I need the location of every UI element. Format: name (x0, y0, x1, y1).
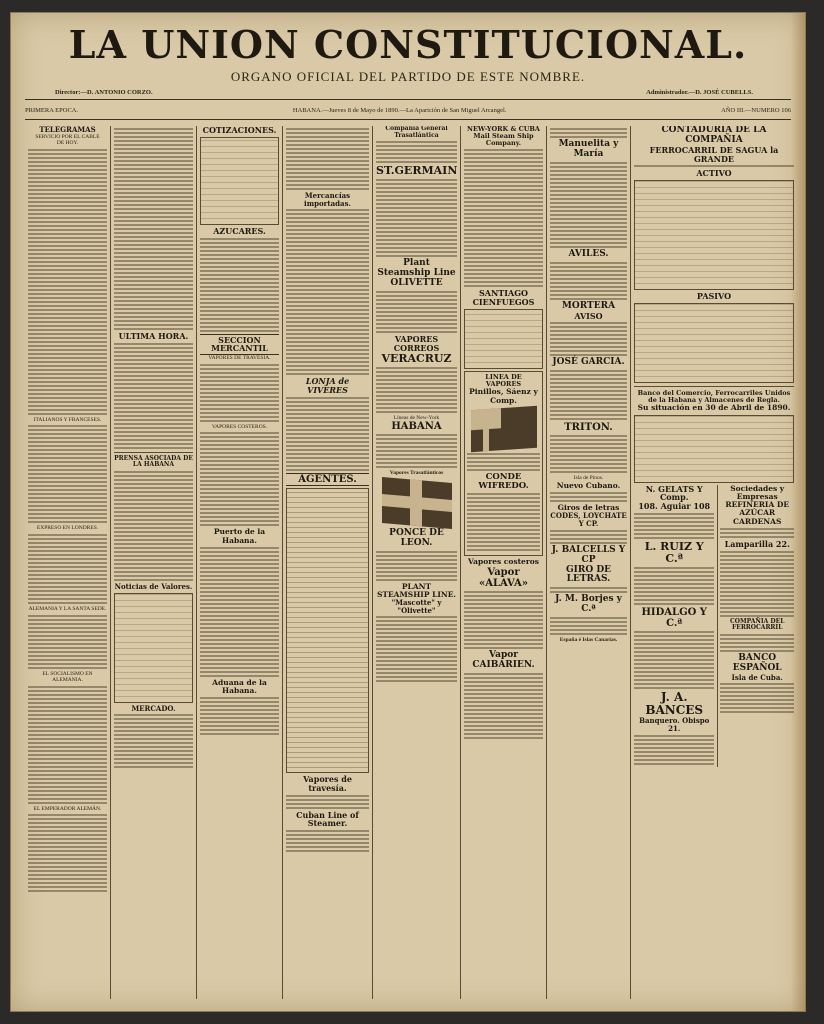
col5-text-block-3 (376, 291, 457, 333)
col8-text-block-8 (720, 634, 794, 652)
col8-text-block-3 (634, 567, 714, 605)
banco-espanol-heading: BANCO ESPAÑOL (732, 652, 782, 673)
lineas-newyork-subheading: Líneas de New-York (393, 414, 440, 421)
vapores-correos-heading: VAPORES CORREOS (393, 333, 440, 353)
newspaper-subtitle: ORGANO OFICIAL DEL PARTIDO DE ESTE NOMBRE. (230, 69, 586, 84)
col2-text-block (114, 128, 193, 330)
col2-text-block-4 (114, 714, 193, 768)
col1-text-block-3 (28, 534, 107, 604)
cuban-line-heading: Cuban Line of Steamer. (296, 809, 359, 829)
col5-text-block-4 (376, 367, 457, 413)
col3-text-block (200, 238, 279, 332)
col1-subheading-5: ALEMANIA Y LA SANTA SEDE. (28, 606, 107, 613)
compania-ferrocarril-heading: COMPAÑIA DEL FERROCARRIL (730, 617, 785, 632)
lonja-heading: LONJA de VIVERES (305, 376, 350, 396)
mortera-heading: MORTERA (561, 300, 616, 311)
linea-vapores-heading: LINEA DE VAPORES (485, 373, 522, 389)
col4-text-block-2 (286, 209, 369, 375)
col5-text-block-5 (376, 434, 457, 468)
ponce-de-leon-heading: PONCE DE LEON. (389, 527, 444, 548)
col4-text-block-4 (286, 795, 369, 809)
balcells-heading: J. BALCELLS Y CP (551, 544, 626, 565)
col8-text-block-6 (720, 528, 794, 538)
santiago-heading: SANTIAGO (479, 288, 528, 299)
col6-text-block-2 (467, 453, 540, 471)
col7-text-block-7 (550, 492, 627, 502)
valores-table (114, 593, 193, 703)
col2-separator (114, 452, 193, 453)
col8-separator (634, 386, 794, 387)
codes-heading: CODES, LOYCHATE Y CP. (550, 511, 627, 529)
issue-label: AÑO III.—NUMERO 106 (721, 107, 791, 114)
col1-text-block-5 (28, 686, 107, 804)
col7-text-block-4 (550, 322, 627, 356)
pinillos-heading: Pinillos, Sáenz y Comp. (469, 387, 538, 405)
giros-heading: Giros de letras (557, 503, 620, 513)
veracruz-heading: VERACRUZ (381, 351, 452, 365)
situacion-table (634, 415, 794, 483)
col5-text-block (376, 141, 457, 163)
espana-canarias-subheading: España é Islas Canarias. (559, 637, 618, 644)
col8-text-block (634, 165, 794, 167)
sociedades-heading: Sociedades y Empresas (730, 483, 785, 501)
col7-text-block-5 (550, 370, 627, 420)
trasatlantica-heading: Compañía General Trasatlántica (385, 126, 448, 139)
col8-text-block-4 (634, 631, 714, 689)
col1-text-block (28, 149, 107, 415)
cienfuegos-heading: CIENFUEGOS (472, 297, 535, 308)
olivette-heading: OLIVETTE (390, 278, 443, 289)
col6-text-block-5 (464, 673, 543, 739)
col1-subheading: SERVICIO POR EL CABLE (35, 133, 100, 140)
manuelita-heading: Manuelita y María (558, 139, 619, 159)
column-vapores-1 (373, 126, 461, 999)
azucares-heading: AZUCARES. (213, 225, 266, 236)
date-label: HABANA.—Jueves 8 de Mayo de 1890.—La Aparición de San Miguel Arcangel. (292, 107, 507, 114)
newspaper-title: LA UNION CONSTITUCIONAL. (68, 22, 748, 67)
activo-table (634, 180, 794, 290)
column-contaduria (631, 126, 797, 999)
puerto-habana-heading: Puerto de la Habana. (213, 527, 266, 545)
mascotte-olivette-heading: "Mascotte" y "Olivette" (391, 598, 442, 615)
jose-garcia-heading: JOSÉ GARCIA. (552, 357, 625, 368)
alava-heading: Vapor «ALAVA» (478, 566, 529, 589)
col1-heading: TELEGRAMAS (39, 126, 96, 134)
col8-right-ads (717, 485, 794, 767)
col7-text-block-8 (550, 530, 627, 544)
dateline-rule (25, 119, 791, 120)
newspaper-page (10, 12, 806, 1012)
nuevo-cubano-heading: Nuevo Cubano. (556, 480, 621, 490)
contaduria-heading: CONTADURIA DE LA COMPAÑIA (661, 126, 767, 145)
col8-text-block-5 (634, 735, 714, 765)
lamparilla-heading: Lamparilla 22. (724, 538, 790, 549)
situacion-heading: Su situación en 30 de Abril de 1890. (637, 403, 791, 413)
col1-text-block-4 (28, 615, 107, 669)
pinillos-ad (464, 371, 543, 556)
col1-subheading-3: ITALIANOS Y FRANCESES. (33, 416, 102, 423)
col5-text-block-7 (376, 616, 457, 682)
banco-comercio-heading: Banco del Comercio, Ferrocarriles Unidos de la Habana y Almacenes de Regla. (637, 388, 791, 405)
pasivo-heading: PASIVO (696, 291, 732, 302)
column-cotizaciones (111, 126, 197, 999)
hidalgo-heading: HIDALGO Y C.ª (641, 607, 707, 630)
conde-wifredo-heading: CONDE WIFREDO. (478, 471, 529, 492)
noticias-valores-heading: Noticias de Valores. (114, 581, 193, 591)
col3-text-block-3 (200, 432, 279, 526)
col1-subheading-6: EL SOCIALISMO EN ALEMANIA. (42, 670, 93, 684)
trasatlanticos-subheading: Vapores Trasatlánticos (389, 470, 444, 477)
borjes-heading: J. M. Borjes y C.ª (555, 594, 622, 615)
aviles-heading: AVILES. (568, 248, 609, 259)
giro-letras-heading: GIRO DE LETRAS. (565, 564, 611, 585)
masthead-rule (25, 99, 791, 100)
col6-text-block (464, 149, 543, 287)
col1-text-block-2 (28, 425, 107, 523)
ferrocarril-sagua-heading: FERROCARRIL DE SAGUA la GRANDE (649, 144, 779, 164)
prensa-asociada-heading: PRENSA ASOCIADA DE LA HABANA (114, 454, 193, 469)
col6-text-block-3 (467, 493, 540, 551)
col5-text-block-6 (376, 551, 457, 581)
column-telegramas (25, 126, 111, 999)
col1-subheading-4: EXPRESO EN LONDRES. (36, 525, 99, 532)
col3-text-block-2 (200, 364, 279, 422)
aviso-heading: AVISO (574, 310, 603, 321)
plant-steamship-heading: PLANT STEAMSHIP LINE. (376, 581, 457, 599)
vapores-costeros-subheading: VAPORES COSTEROS. (211, 423, 268, 430)
seccion-mercantil-heading: SECCION MERCANTIL (200, 334, 279, 356)
gelats-heading: N. GELATS Y Comp. (645, 483, 703, 503)
column-empresas (547, 126, 631, 999)
flag-illustration (471, 405, 537, 452)
plant-line-heading: Plant Steamship Line (377, 258, 456, 279)
vapores-travesia-subheading: VAPORES DE TRAVESIA. (208, 355, 271, 362)
col7-text-block-3 (550, 262, 627, 300)
administrador-line: Administrador.—D. JOSÉ CUBELLS. (646, 89, 753, 96)
col3-text-block-4 (200, 547, 279, 677)
triton-heading: TRITON. (564, 422, 613, 434)
director-line: Director:—D. ANTONIO CORZO. (55, 89, 153, 96)
col4-text-block-3 (286, 397, 369, 471)
cotizaciones-table (200, 137, 279, 225)
pasivo-table (634, 303, 794, 383)
isla-pinos-subheading: Isla de Pinos. (573, 475, 604, 482)
col7-text-block-2 (550, 162, 627, 248)
col7-text-block-9 (550, 587, 627, 593)
col8-bottom-ads (634, 485, 794, 767)
col6-text-block-4 (464, 591, 543, 649)
col8-text-block-2 (634, 513, 714, 539)
col3-text-block-5 (200, 697, 279, 735)
col1-text-block-6 (28, 814, 107, 892)
aguiar-heading: 108. Aguiar 108 (638, 501, 711, 512)
itinerario-table (464, 309, 543, 369)
dateline (25, 107, 791, 114)
ruiz-heading: L. RUIZ Y C.ª (644, 539, 704, 565)
caibarien-heading: Vapor CAIBARIEN. (472, 649, 535, 670)
col2-text-block-3 (114, 471, 193, 581)
col7-text-block-10 (550, 617, 627, 635)
col7-text-block (550, 128, 627, 138)
col1-subheading-7: EL EMPERADOR ALEMÁN. (33, 805, 102, 812)
col5-text-block-2 (376, 179, 457, 257)
column-agentes (283, 126, 373, 999)
mercancias-heading: Mercancías importadas. (304, 191, 351, 208)
aduana-heading: Aduana de la Habana. (212, 677, 267, 696)
st-germain-heading: ST.GERMAIN (376, 164, 458, 178)
column-mercantil (197, 126, 283, 999)
col4-text-block (286, 128, 369, 190)
epoca-label: PRIMERA EPOCA. (25, 107, 79, 114)
ny-cuba-heading: NEW-YORK & CUBA Mail Steam Ship Company. (467, 126, 540, 148)
col1-subheading-2: DE HOY. (56, 140, 79, 147)
col2-text-block-2 (114, 343, 193, 449)
agentes-heading: AGENTES. (286, 473, 369, 486)
col8-text-block-9 (720, 683, 794, 713)
col8-left-ads (634, 485, 714, 767)
ship-flag-illustration (382, 477, 452, 529)
col8-text-block-7 (720, 551, 794, 617)
cotizaciones-heading: COTIZACIONES. (202, 126, 277, 135)
habana-heading: HABANA (391, 421, 442, 433)
masthead (11, 21, 805, 85)
agentes-list (286, 488, 369, 773)
bances-heading: J. A. BANCES (645, 690, 704, 718)
col4-text-block-5 (286, 830, 369, 852)
refineria-heading: REFINERIA DE AZÚCAR CARDENAS (725, 500, 790, 526)
mercado-heading: MERCADO. (131, 703, 176, 713)
vapores-travesia-heading: Vapores de travesía. (303, 773, 352, 793)
activo-heading: ACTIVO (696, 168, 732, 179)
column-vapores-2 (461, 126, 547, 999)
vapores-costeros-heading: Vapores costeros (468, 557, 539, 567)
banquero-heading: Banquero. Obispo 21. (639, 716, 710, 734)
ultima-hora-heading: ULTIMA HORA. (118, 331, 189, 341)
col7-text-block-6 (550, 435, 627, 473)
isla-cuba-heading: Isla de Cuba. (731, 672, 783, 682)
